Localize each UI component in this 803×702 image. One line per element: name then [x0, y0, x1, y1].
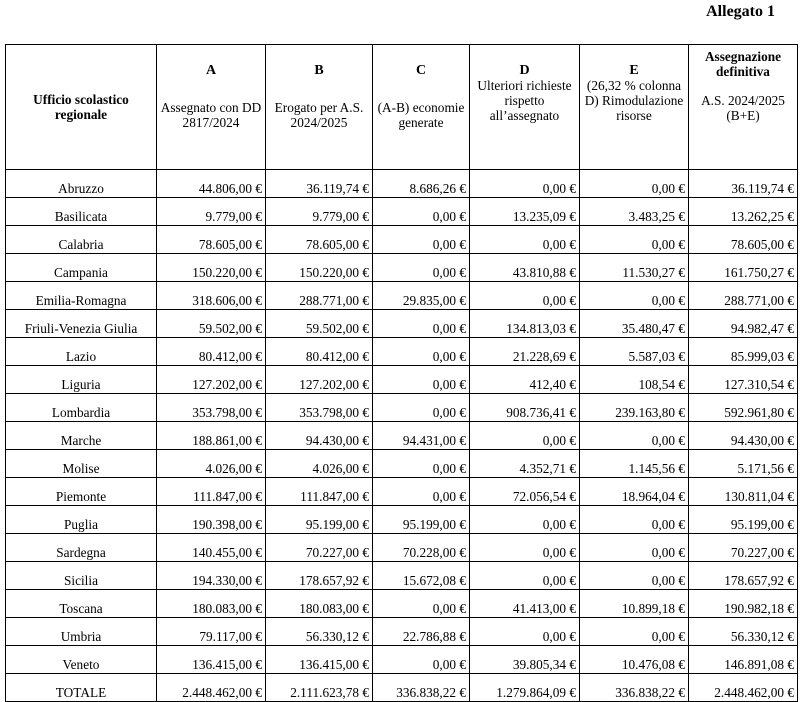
assigned-cell: 127.202,00 €: [157, 366, 266, 394]
header-region-label: Ufficio scolastico regionale: [33, 92, 129, 122]
requests-cell: 72.056,54 €: [470, 478, 580, 506]
total-assigned: 2.448.462,00 €: [157, 674, 266, 702]
table-row: [6, 618, 798, 646]
final-cell: 190.982,18 €: [689, 590, 798, 618]
total-disbursed: 2.111.623,78 €: [266, 674, 373, 702]
region-cell: Umbria: [6, 618, 157, 646]
requests-cell: 4.352,71 €: [470, 450, 580, 478]
final-cell: 70.227,00 €: [689, 534, 798, 562]
savings-cell: 94.431,00 €: [373, 422, 470, 450]
assigned-cell: 78.605,00 €: [157, 226, 266, 254]
header-a-desc: Assegnato con DD 2817/2024: [160, 100, 262, 130]
remodulation-cell: 1.145,56 €: [580, 450, 689, 478]
savings-cell: 0,00 €: [373, 646, 470, 674]
header-final-label: Assegnazione definitiva: [704, 49, 782, 79]
table-row: [6, 450, 798, 478]
total-final: 2.448.462,00 €: [689, 674, 798, 702]
disbursed-cell: 111.847,00 €: [266, 478, 373, 506]
assigned-cell: 188.861,00 €: [157, 422, 266, 450]
remodulation-cell: 11.530,27 €: [580, 254, 689, 282]
region-cell: Lombardia: [6, 394, 157, 422]
table-row: [6, 254, 798, 282]
table-row: [6, 170, 798, 198]
savings-cell: 0,00 €: [373, 366, 470, 394]
requests-cell: 134.813,03 €: [470, 310, 580, 338]
remodulation-cell: 239.163,80 €: [580, 394, 689, 422]
table-row: [6, 478, 798, 506]
final-cell: 288.771,00 €: [689, 282, 798, 310]
remodulation-cell: 108,54 €: [580, 366, 689, 394]
disbursed-cell: 178.657,92 €: [266, 562, 373, 590]
requests-cell: 0,00 €: [470, 170, 580, 198]
disbursed-cell: 180.083,00 €: [266, 590, 373, 618]
final-cell: 130.811,04 €: [689, 478, 798, 506]
disbursed-cell: 353.798,00 €: [266, 394, 373, 422]
disbursed-cell: 36.119,74 €: [266, 170, 373, 198]
assigned-cell: 44.806,00 €: [157, 170, 266, 198]
requests-cell: 13.235,09 €: [470, 198, 580, 226]
header-final-desc: A.S. 2024/2025 (B+E): [701, 93, 785, 123]
remodulation-cell: 0,00 €: [580, 562, 689, 590]
assigned-cell: 9.779,00 €: [157, 198, 266, 226]
table-row: [6, 338, 798, 366]
table-row: [6, 506, 798, 534]
savings-cell: 95.199,00 €: [373, 506, 470, 534]
savings-cell: 15.672,08 €: [373, 562, 470, 590]
assigned-cell: 59.502,00 €: [157, 310, 266, 338]
requests-cell: 21.228,69 €: [470, 338, 580, 366]
header-c-desc: (A-B) economie generate: [377, 100, 465, 130]
region-cell: Emilia-Romagna: [6, 282, 157, 310]
assigned-cell: 353.798,00 €: [157, 394, 266, 422]
table-row: [6, 646, 798, 674]
remodulation-cell: 0,00 €: [580, 506, 689, 534]
header-col-a: [157, 45, 266, 170]
requests-cell: 0,00 €: [470, 422, 580, 450]
savings-cell: 0,00 €: [373, 254, 470, 282]
remodulation-cell: 0,00 €: [580, 422, 689, 450]
final-cell: 178.657,92 €: [689, 562, 798, 590]
requests-cell: 412,40 €: [470, 366, 580, 394]
region-cell: Veneto: [6, 646, 157, 674]
header-e-letter: E: [629, 63, 639, 78]
allocation-table: [5, 44, 798, 702]
final-cell: 94.982,47 €: [689, 310, 798, 338]
table-row: [6, 422, 798, 450]
disbursed-cell: 4.026,00 €: [266, 450, 373, 478]
region-cell: Toscana: [6, 590, 157, 618]
final-cell: 36.119,74 €: [689, 170, 798, 198]
table-row: [6, 226, 798, 254]
header-col-final: [689, 45, 798, 170]
header-a-letter: A: [205, 63, 217, 78]
final-cell: 78.605,00 €: [689, 226, 798, 254]
disbursed-cell: 94.430,00 €: [266, 422, 373, 450]
assigned-cell: 190.398,00 €: [157, 506, 266, 534]
final-cell: 56.330,12 €: [689, 618, 798, 646]
final-cell: 94.430,00 €: [689, 422, 798, 450]
region-cell: Calabria: [6, 226, 157, 254]
disbursed-cell: 70.227,00 €: [266, 534, 373, 562]
header-e-desc: (26,32 % colonna D) Rimodulazione risorse: [584, 78, 684, 123]
total-remodulation: 336.838,22 €: [580, 674, 689, 702]
header-region: [6, 45, 157, 170]
requests-cell: 0,00 €: [470, 534, 580, 562]
final-cell: 592.961,80 €: [689, 394, 798, 422]
remodulation-cell: 0,00 €: [580, 170, 689, 198]
disbursed-cell: 80.412,00 €: [266, 338, 373, 366]
region-cell: Lazio: [6, 338, 157, 366]
table-row: [6, 394, 798, 422]
total-row: [6, 674, 798, 702]
requests-cell: 39.805,34 €: [470, 646, 580, 674]
savings-cell: 70.228,00 €: [373, 534, 470, 562]
final-cell: 13.262,25 €: [689, 198, 798, 226]
remodulation-cell: 3.483,25 €: [580, 198, 689, 226]
savings-cell: 22.786,88 €: [373, 618, 470, 646]
savings-cell: 0,00 €: [373, 338, 470, 366]
region-cell: Friuli-Venezia Giulia: [6, 310, 157, 338]
total-requests: 1.279.864,09 €: [470, 674, 580, 702]
assigned-cell: 150.220,00 €: [157, 254, 266, 282]
disbursed-cell: 78.605,00 €: [266, 226, 373, 254]
final-cell: 127.310,54 €: [689, 366, 798, 394]
header-d-letter: D: [519, 63, 530, 78]
assigned-cell: 4.026,00 €: [157, 450, 266, 478]
disbursed-cell: 9.779,00 €: [266, 198, 373, 226]
disbursed-cell: 95.199,00 €: [266, 506, 373, 534]
requests-cell: 0,00 €: [470, 282, 580, 310]
disbursed-cell: 136.415,00 €: [266, 646, 373, 674]
header-col-b: [266, 45, 373, 170]
header-col-e: [580, 45, 689, 170]
savings-cell: 0,00 €: [373, 394, 470, 422]
disbursed-cell: 56.330,12 €: [266, 618, 373, 646]
final-cell: 161.750,27 €: [689, 254, 798, 282]
remodulation-cell: 35.480,47 €: [580, 310, 689, 338]
remodulation-cell: 10.899,18 €: [580, 590, 689, 618]
header-col-c: [373, 45, 470, 170]
document-title: Allegato 1: [706, 3, 775, 20]
remodulation-cell: 0,00 €: [580, 534, 689, 562]
header-row: [6, 45, 798, 170]
savings-cell: 0,00 €: [373, 310, 470, 338]
region-cell: Molise: [6, 450, 157, 478]
total-savings: 336.838,22 €: [373, 674, 470, 702]
final-cell: 5.171,56 €: [689, 450, 798, 478]
savings-cell: 0,00 €: [373, 450, 470, 478]
region-cell: Sardegna: [6, 534, 157, 562]
remodulation-cell: 18.964,04 €: [580, 478, 689, 506]
disbursed-cell: 59.502,00 €: [266, 310, 373, 338]
region-cell: Basilicata: [6, 198, 157, 226]
savings-cell: 0,00 €: [373, 590, 470, 618]
disbursed-cell: 288.771,00 €: [266, 282, 373, 310]
total-label: TOTALE: [6, 674, 157, 702]
requests-cell: 0,00 €: [470, 226, 580, 254]
savings-cell: 0,00 €: [373, 198, 470, 226]
assigned-cell: 136.415,00 €: [157, 646, 266, 674]
header-b-desc: Erogato per A.S. 2024/2025: [274, 100, 364, 130]
region-cell: Liguria: [6, 366, 157, 394]
table-row: [6, 562, 798, 590]
final-cell: 146.891,08 €: [689, 646, 798, 674]
requests-cell: 41.413,00 €: [470, 590, 580, 618]
table-row: [6, 590, 798, 618]
assigned-cell: 318.606,00 €: [157, 282, 266, 310]
table-row: [6, 310, 798, 338]
assigned-cell: 79.117,00 €: [157, 618, 266, 646]
disbursed-cell: 150.220,00 €: [266, 254, 373, 282]
assigned-cell: 180.083,00 €: [157, 590, 266, 618]
region-cell: Marche: [6, 422, 157, 450]
requests-cell: 0,00 €: [470, 562, 580, 590]
requests-cell: 0,00 €: [470, 506, 580, 534]
header-col-d: [470, 45, 580, 170]
region-cell: Sicilia: [6, 562, 157, 590]
header-b-letter: B: [314, 63, 324, 78]
table-row: [6, 366, 798, 394]
savings-cell: 29.835,00 €: [373, 282, 470, 310]
assigned-cell: 80.412,00 €: [157, 338, 266, 366]
remodulation-cell: 0,00 €: [580, 226, 689, 254]
disbursed-cell: 127.202,00 €: [266, 366, 373, 394]
table-row: [6, 534, 798, 562]
remodulation-cell: 0,00 €: [580, 618, 689, 646]
region-cell: Abruzzo: [6, 170, 157, 198]
remodulation-cell: 5.587,03 €: [580, 338, 689, 366]
requests-cell: 0,00 €: [470, 618, 580, 646]
header-d-desc: Ulteriori richieste rispetto all’assegnato: [477, 78, 572, 123]
region-cell: Campania: [6, 254, 157, 282]
requests-cell: 43.810,88 €: [470, 254, 580, 282]
table-row: [6, 198, 798, 226]
savings-cell: 0,00 €: [373, 478, 470, 506]
header-c-letter: C: [415, 63, 427, 78]
remodulation-cell: 10.476,08 €: [580, 646, 689, 674]
region-cell: Puglia: [6, 506, 157, 534]
remodulation-cell: 0,00 €: [580, 282, 689, 310]
savings-cell: 0,00 €: [373, 226, 470, 254]
assigned-cell: 111.847,00 €: [157, 478, 266, 506]
region-cell: Piemonte: [6, 478, 157, 506]
assigned-cell: 194.330,00 €: [157, 562, 266, 590]
table-row: [6, 282, 798, 310]
savings-cell: 8.686,26 €: [373, 170, 470, 198]
final-cell: 95.199,00 €: [689, 506, 798, 534]
assigned-cell: 140.455,00 €: [157, 534, 266, 562]
final-cell: 85.999,03 €: [689, 338, 798, 366]
requests-cell: 908.736,41 €: [470, 394, 580, 422]
